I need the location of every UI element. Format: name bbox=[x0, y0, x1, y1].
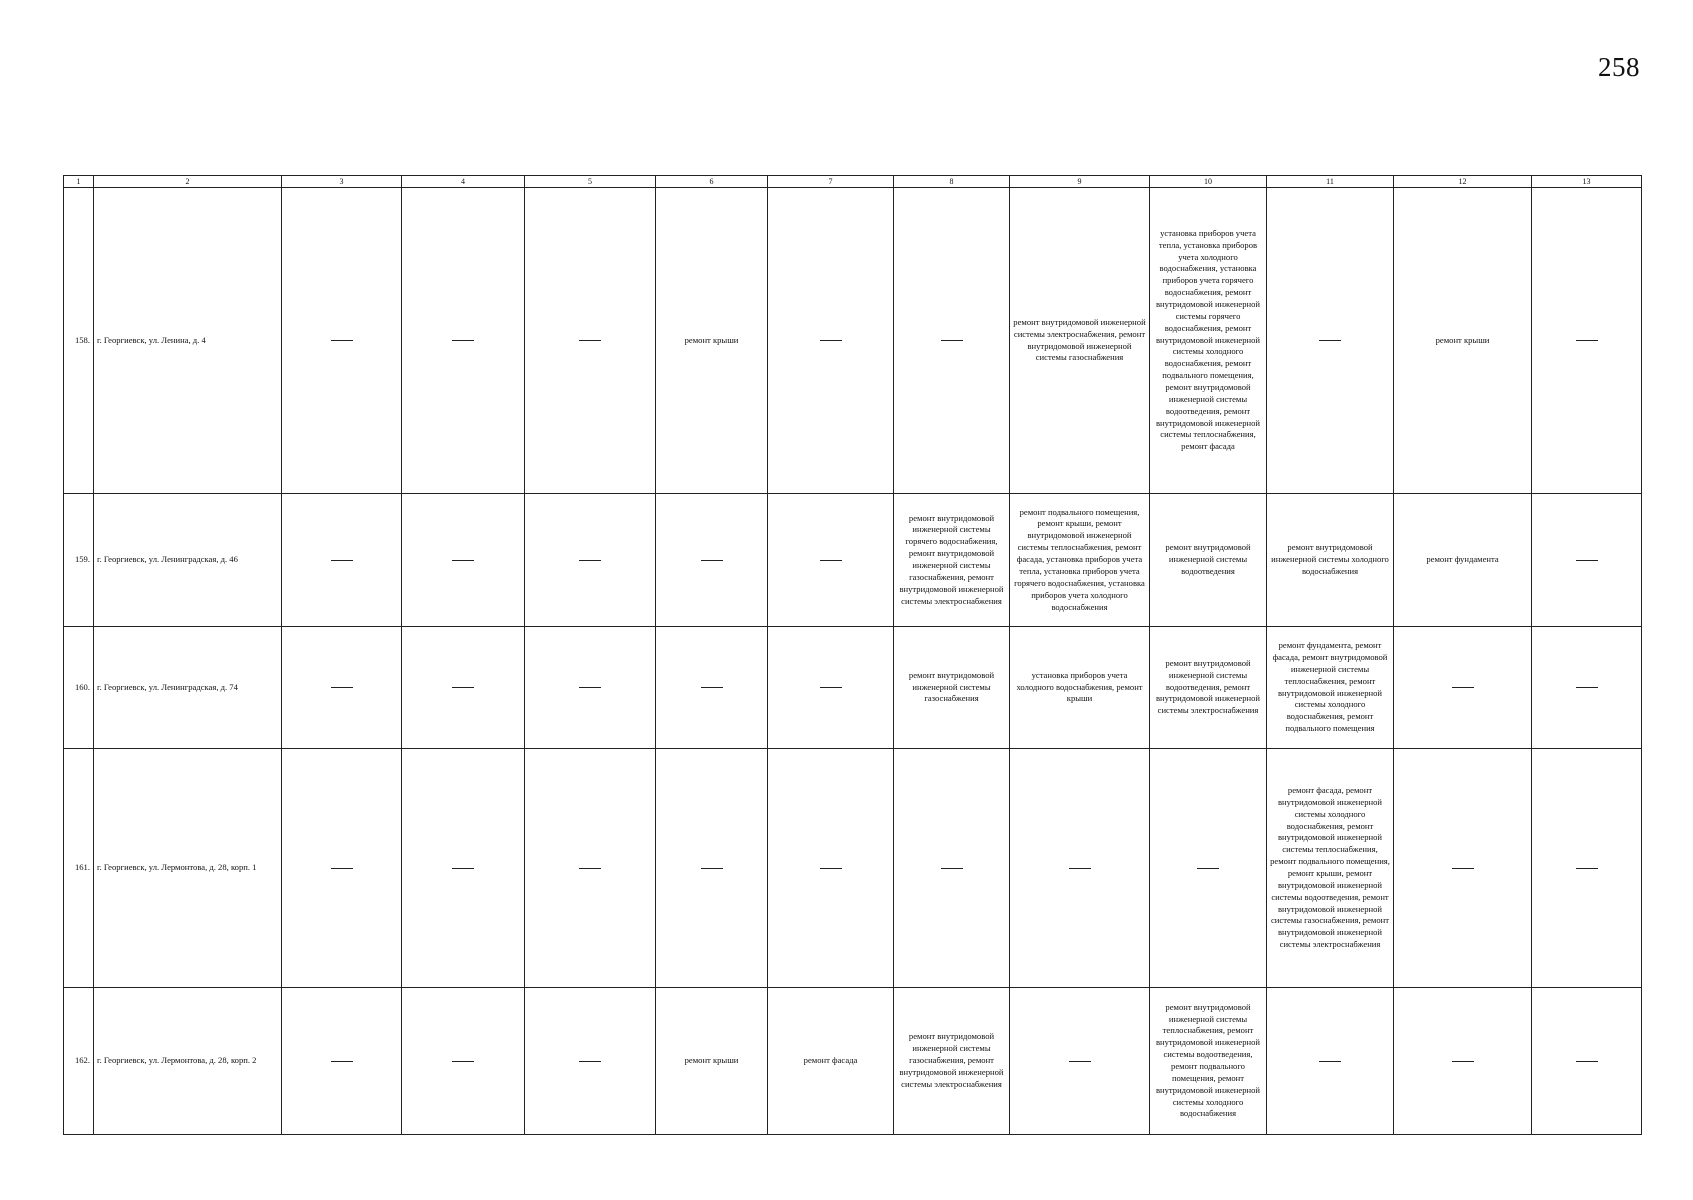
dash-mark bbox=[579, 340, 601, 341]
work-cell bbox=[1532, 749, 1642, 988]
dash-mark bbox=[331, 560, 353, 561]
address-cell: г. Георгиевск, ул. Лермонтова, д. 28, корп. 2 bbox=[94, 988, 282, 1135]
table-row bbox=[64, 627, 1642, 749]
work-cell bbox=[656, 627, 768, 749]
work-cell: ремонт крыши bbox=[656, 188, 768, 494]
dash-mark bbox=[820, 868, 842, 869]
work-cell bbox=[1010, 749, 1150, 988]
work-cell: ремонт фундамента, ремонт фасада, ремонт внутридомовой инженерной системы теплоснабжения, ремонт внутридомовой инженерной системы холодного водоснабжения, ремонт подвального помещения bbox=[1267, 627, 1394, 749]
column-number: 10 bbox=[1150, 176, 1267, 188]
work-cell bbox=[402, 494, 525, 627]
work-cell bbox=[768, 749, 894, 988]
dash-mark bbox=[579, 560, 601, 561]
work-cell: ремонт крыши bbox=[656, 988, 768, 1135]
dash-mark bbox=[1197, 868, 1219, 869]
work-cell bbox=[1532, 627, 1642, 749]
dash-mark bbox=[701, 687, 723, 688]
dash-mark bbox=[1452, 1061, 1474, 1062]
work-cell bbox=[1267, 988, 1394, 1135]
work-cell bbox=[768, 494, 894, 627]
row-number: 162. bbox=[64, 988, 94, 1135]
work-cell: ремонт внутридомовой инженерной системы водоотведения bbox=[1150, 494, 1267, 627]
address-cell: г. Георгиевск, ул. Ленинградская, д. 74 bbox=[94, 627, 282, 749]
dash-mark bbox=[1576, 868, 1598, 869]
page-number: 258 bbox=[1598, 52, 1640, 82]
work-cell bbox=[282, 749, 402, 988]
dash-mark bbox=[579, 1061, 601, 1062]
column-number: 3 bbox=[282, 176, 402, 188]
dash-mark bbox=[452, 340, 474, 341]
dash-mark bbox=[1452, 868, 1474, 869]
column-number: 1 bbox=[64, 176, 94, 188]
dash-mark bbox=[579, 687, 601, 688]
work-cell: ремонт внутридомовой инженерной системы газоснабжения, ремонт внутридомовой инженерной системы электроснабжения bbox=[894, 988, 1010, 1135]
row-number: 159. bbox=[64, 494, 94, 627]
column-number: 9 bbox=[1010, 176, 1150, 188]
work-cell bbox=[1394, 749, 1532, 988]
dash-mark bbox=[331, 868, 353, 869]
dash-mark bbox=[1576, 1061, 1598, 1062]
dash-mark bbox=[1576, 340, 1598, 341]
work-cell: ремонт внутридомовой инженерной системы водоотведения, ремонт внутридомовой инженерной системы электроснабжения bbox=[1150, 627, 1267, 749]
column-number: 4 bbox=[402, 176, 525, 188]
dash-mark bbox=[1576, 687, 1598, 688]
column-number: 13 bbox=[1532, 176, 1642, 188]
work-cell: ремонт внутридомовой инженерной системы холодного водоснабжения bbox=[1267, 494, 1394, 627]
dash-mark bbox=[452, 1061, 474, 1062]
dash-mark bbox=[1069, 1061, 1091, 1062]
work-cell bbox=[1532, 494, 1642, 627]
column-number-row bbox=[64, 176, 1642, 188]
address-cell: г. Георгиевск, ул. Лермонтова, д. 28, корп. 1 bbox=[94, 749, 282, 988]
dash-mark bbox=[452, 560, 474, 561]
dash-mark bbox=[820, 340, 842, 341]
row-number: 161. bbox=[64, 749, 94, 988]
dash-mark bbox=[1319, 340, 1341, 341]
work-cell bbox=[1267, 188, 1394, 494]
work-cell bbox=[402, 988, 525, 1135]
work-cell: ремонт подвального помещения, ремонт крыши, ремонт внутридомовой инженерной системы теплоснабжения, ремонт фасада, установка приборов учета тепла, установка приборов учета горячего водоснабжения, установка приборов учета холодного водоснабжения bbox=[1010, 494, 1150, 627]
table-row bbox=[64, 749, 1642, 988]
work-cell: ремонт фасада, ремонт внутридомовой инженерной системы холодного водоснабжения, ремонт внутридомовой инженерной системы теплоснабжения, ремонт подвального помещения, ремонт крыши, ремонт внутридомовой инженерной системы водоотведения, ремонт внутридомовой инженерной системы газоснабжения, ремонт внутридомовой инженерной системы электроснабжения bbox=[1267, 749, 1394, 988]
table-row bbox=[64, 988, 1642, 1135]
work-cell bbox=[1150, 749, 1267, 988]
dash-mark bbox=[701, 560, 723, 561]
dash-mark bbox=[1069, 868, 1091, 869]
dash-mark bbox=[1576, 560, 1598, 561]
dash-mark bbox=[941, 868, 963, 869]
work-cell bbox=[402, 749, 525, 988]
column-number: 5 bbox=[525, 176, 656, 188]
work-cell bbox=[656, 494, 768, 627]
work-cell bbox=[525, 988, 656, 1135]
address-cell: г. Георгиевск, ул. Ленинградская, д. 46 bbox=[94, 494, 282, 627]
work-cell bbox=[282, 494, 402, 627]
work-cell: ремонт фасада bbox=[768, 988, 894, 1135]
column-number: 6 bbox=[656, 176, 768, 188]
column-number: 7 bbox=[768, 176, 894, 188]
work-cell bbox=[1532, 188, 1642, 494]
dash-mark bbox=[579, 868, 601, 869]
column-number: 8 bbox=[894, 176, 1010, 188]
column-number: 2 bbox=[94, 176, 282, 188]
dash-mark bbox=[452, 687, 474, 688]
work-cell: ремонт внутридомовой инженерной системы теплоснабжения, ремонт внутридомовой инженерной системы водоотведения, ремонт подвального помещения, ремонт внутридомовой инженерной системы холодного водоснабжения bbox=[1150, 988, 1267, 1135]
work-cell: установка приборов учета холодного водоснабжения, ремонт крыши bbox=[1010, 627, 1150, 749]
dash-mark bbox=[452, 868, 474, 869]
dash-mark bbox=[820, 687, 842, 688]
work-cell: ремонт фундамента bbox=[1394, 494, 1532, 627]
work-cell bbox=[894, 188, 1010, 494]
table-row bbox=[64, 494, 1642, 627]
dash-mark bbox=[331, 340, 353, 341]
work-cell bbox=[768, 188, 894, 494]
work-cell: ремонт внутридомовой инженерной системы газоснабжения bbox=[894, 627, 1010, 749]
repair-schedule-table bbox=[63, 175, 1642, 1135]
work-cell bbox=[402, 627, 525, 749]
work-cell bbox=[1394, 627, 1532, 749]
work-cell: ремонт внутридомовой инженерной системы электроснабжения, ремонт внутридомовой инженерной системы газоснабжения bbox=[1010, 188, 1150, 494]
work-cell bbox=[525, 188, 656, 494]
column-number: 12 bbox=[1394, 176, 1532, 188]
work-cell bbox=[282, 988, 402, 1135]
work-cell bbox=[1010, 988, 1150, 1135]
work-cell: установка приборов учета тепла, установка приборов учета холодного водоснабжения, установка приборов учета горячего водоснабжения, ремонт внутридомовой инженерной системы горячего водоснабжения, ремонт внутридомовой инженерной системы холодного водоснабжения, ремонт подвального помещения, ремонт внутридомовой инженерной системы водоотведения, ремонт внутридомовой инженерной системы теплоснабжения, ремонт фасада bbox=[1150, 188, 1267, 494]
work-cell bbox=[1394, 988, 1532, 1135]
work-cell bbox=[402, 188, 525, 494]
work-cell bbox=[525, 627, 656, 749]
work-cell bbox=[1532, 988, 1642, 1135]
table-body bbox=[64, 188, 1642, 1135]
work-cell bbox=[282, 627, 402, 749]
address-cell: г. Георгиевск, ул. Ленина, д. 4 bbox=[94, 188, 282, 494]
dash-mark bbox=[701, 868, 723, 869]
dash-mark bbox=[1319, 1061, 1341, 1062]
work-cell bbox=[525, 494, 656, 627]
work-cell bbox=[656, 749, 768, 988]
dash-mark bbox=[1452, 687, 1474, 688]
row-number: 158. bbox=[64, 188, 94, 494]
work-cell bbox=[894, 749, 1010, 988]
work-cell bbox=[282, 188, 402, 494]
table-row bbox=[64, 188, 1642, 494]
work-cell: ремонт крыши bbox=[1394, 188, 1532, 494]
work-cell: ремонт внутридомовой инженерной системы горячего водоснабжения, ремонт внутридомовой инженерной системы газоснабжения, ремонт внутридомовой инженерной системы электроснабжения bbox=[894, 494, 1010, 627]
dash-mark bbox=[820, 560, 842, 561]
work-cell bbox=[525, 749, 656, 988]
work-cell bbox=[768, 627, 894, 749]
row-number: 160. bbox=[64, 627, 94, 749]
dash-mark bbox=[941, 340, 963, 341]
column-number: 11 bbox=[1267, 176, 1394, 188]
dash-mark bbox=[331, 1061, 353, 1062]
dash-mark bbox=[331, 687, 353, 688]
